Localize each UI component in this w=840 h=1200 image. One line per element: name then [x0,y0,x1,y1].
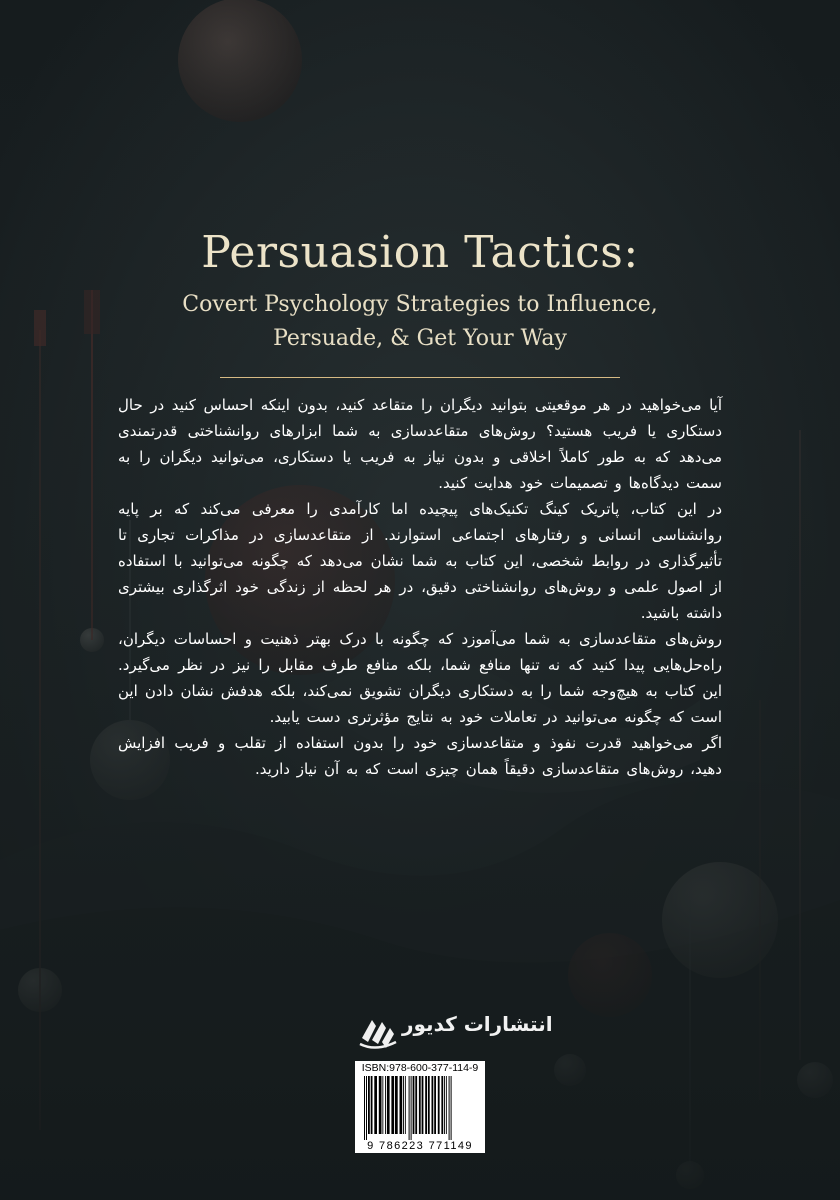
barcode-bar [368,1076,370,1134]
book-title: Persuasion Tactics: [201,227,639,278]
publisher [356,1008,553,1056]
barcode-bar [446,1076,447,1134]
barcode-bar [374,1076,377,1134]
subtitle-line-1: Covert Psychology Strategies to Influence, [182,292,658,317]
barcode-bar [411,1076,412,1140]
barcode-bar [438,1076,440,1134]
barcode-bar [413,1076,415,1134]
barcode-bar [385,1076,386,1134]
blurb [118,392,722,782]
publisher-name: انتشارات کدیور [402,1012,553,1036]
barcode-bar [425,1076,427,1134]
barcode-bar [441,1076,443,1134]
barcode-bar [415,1076,417,1134]
barcode-bar [364,1076,365,1140]
isbn-label: ISBN:978-600-377-114-9 [361,1062,479,1074]
barcode-bar [428,1076,430,1134]
blurb-paragraph: آیا می‌خواهید در هر موقعیتی بتوانید دیگران را متقاعد کنید، بدون اینکه احساس کنید در حال دستکاری یا فریب هستید؟ روش‌های متقاعدسازی به شما ابزارهای روانشناختی قدرتمندی می‌دهد که به طور کاملاً اخلاقی و بدون نیاز به فریب یا دستکاری، می‌توانید دیگران را به سمت دیدگاه‌ها و تصمیمات خود هدایت کنید. [118,396,722,492]
title-divider [220,377,620,378]
barcode-bar [409,1076,410,1140]
barcode-bar [400,1076,403,1134]
subtitle-line-2: Persuade, & Get Your Way [273,326,567,351]
barcode [362,1076,478,1140]
barcode-bar [432,1076,434,1134]
barcode-bar [434,1076,436,1134]
publisher-logo-icon [356,1012,398,1052]
barcode-bar [403,1076,404,1134]
barcode-bar [366,1076,367,1140]
barcode-bar [387,1076,390,1134]
barcode-bar [449,1076,450,1140]
blurb-paragraph: روش‌های متقاعدسازی به شما می‌آموزد که چگونه با درک بهتر ذهنیت و احساسات دیگران، راه‌حل‌هایی پیدا کنید که نه تنها منافع شما، بلکه منافع طرف مقابل را نیز در نظر می‌گیرد. این کتاب به هیچ‌وجه شما را به دستکاری دیگران تشویق نمی‌کند، بلکه هدفش نشان دادن این است که چگونه می‌توانید در تعاملات خود به نتایج مؤثرتری دست یابید. [118,630,722,726]
book-subtitle [120,288,720,356]
barcode-bar [451,1076,452,1140]
barcode-bar [405,1076,406,1134]
barcode-bar [371,1076,373,1134]
blurb-paragraph: اگر می‌خواهید قدرت نفوذ و متقاعدسازی خود را بدون استفاده از تقلب و فریب افزایش دهید، روش‌های متقاعدسازی دقیقاً همان چیزی است که به آن نیاز دارید. [118,734,722,778]
barcode-bar [422,1076,424,1134]
barcode-digits: 9 786223 771149 [367,1140,473,1152]
barcode-bar [395,1076,398,1134]
barcode-bar [382,1076,383,1134]
isbn-barcode-block [355,1061,485,1153]
barcode-bar [419,1076,421,1134]
barcode-bar [391,1076,394,1134]
barcode-bar [444,1076,445,1134]
barcode-bar [379,1076,382,1134]
blurb-paragraph: در این کتاب، پاتریک کینگ تکنیک‌های پیچیده اما کارآمدی را معرفی می‌کند که بر پایه روانشناسی انسانی و رفتارهای اجتماعی استوارند. از متقاعدسازی در مذاکرات تجاری تا تأثیرگذاری در روابط شخصی، این کتاب به شما نشان می‌دهد که چگونه می‌توانید با استفاده از اصول علمی و روش‌های روانشناختی دقیق، در هر لحظه از زندگی خود اثرگذاری بیشتری داشته باشید. [118,500,722,622]
